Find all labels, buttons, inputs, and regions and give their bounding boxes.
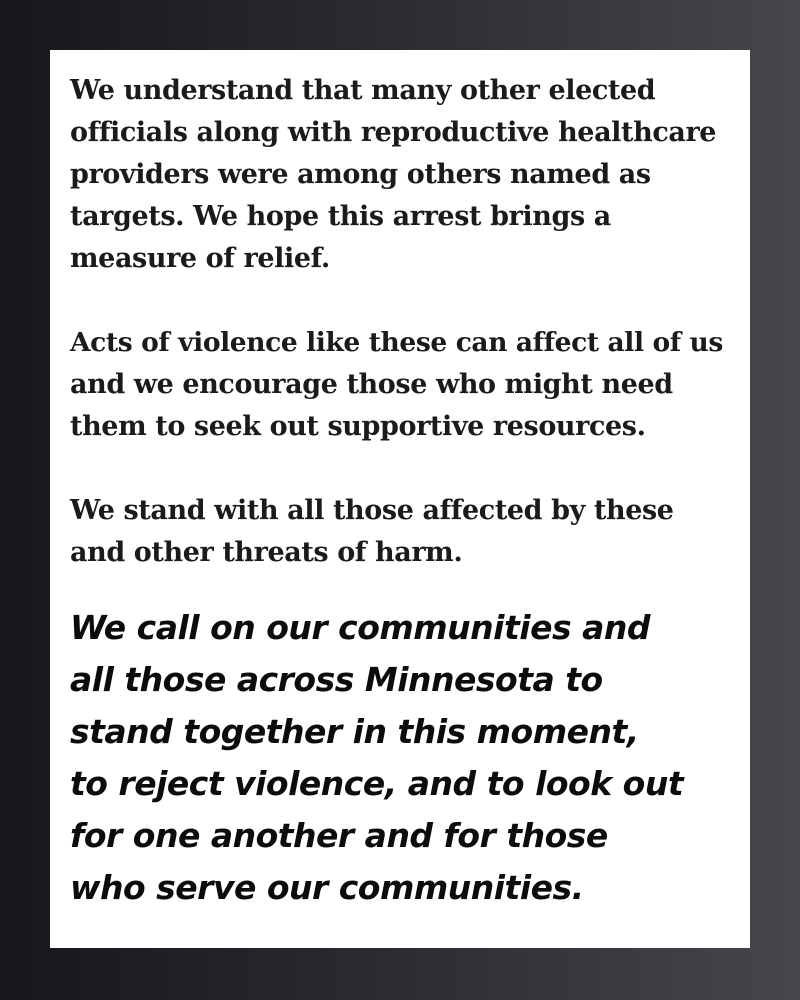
callout-line: to reject violence, and to look out <box>70 764 684 803</box>
text-line: and we encourage those who might need <box>70 369 673 400</box>
text-line: We stand with all those affected by these <box>70 495 674 526</box>
callout-line: stand together in this moment, <box>70 712 639 751</box>
text-line: them to seek out supportive resources. <box>70 411 646 442</box>
text-line: We understand that many other elected <box>70 75 656 106</box>
text-line: officials along with reproductive healthcare <box>70 117 717 148</box>
callout-line: We call on our communities and <box>70 608 650 647</box>
text-line: providers were among others named as <box>70 159 651 190</box>
statement-paragraph-2 <box>70 322 734 448</box>
text-line: and other threats of harm. <box>70 537 463 568</box>
callout-line: all those across Minnesota to <box>70 660 603 699</box>
statement-card <box>50 50 750 948</box>
statement-paragraph-1 <box>70 70 734 280</box>
text-line: measure of relief. <box>70 243 330 274</box>
callout-line: who serve our communities. <box>70 868 584 907</box>
statement-paragraph-3 <box>70 490 734 574</box>
callout-line: for one another and for those <box>70 816 608 855</box>
callout-statement <box>70 602 734 914</box>
text-line: Acts of violence like these can affect all of us <box>70 327 723 358</box>
text-line: targets. We hope this arrest brings a <box>70 201 611 232</box>
